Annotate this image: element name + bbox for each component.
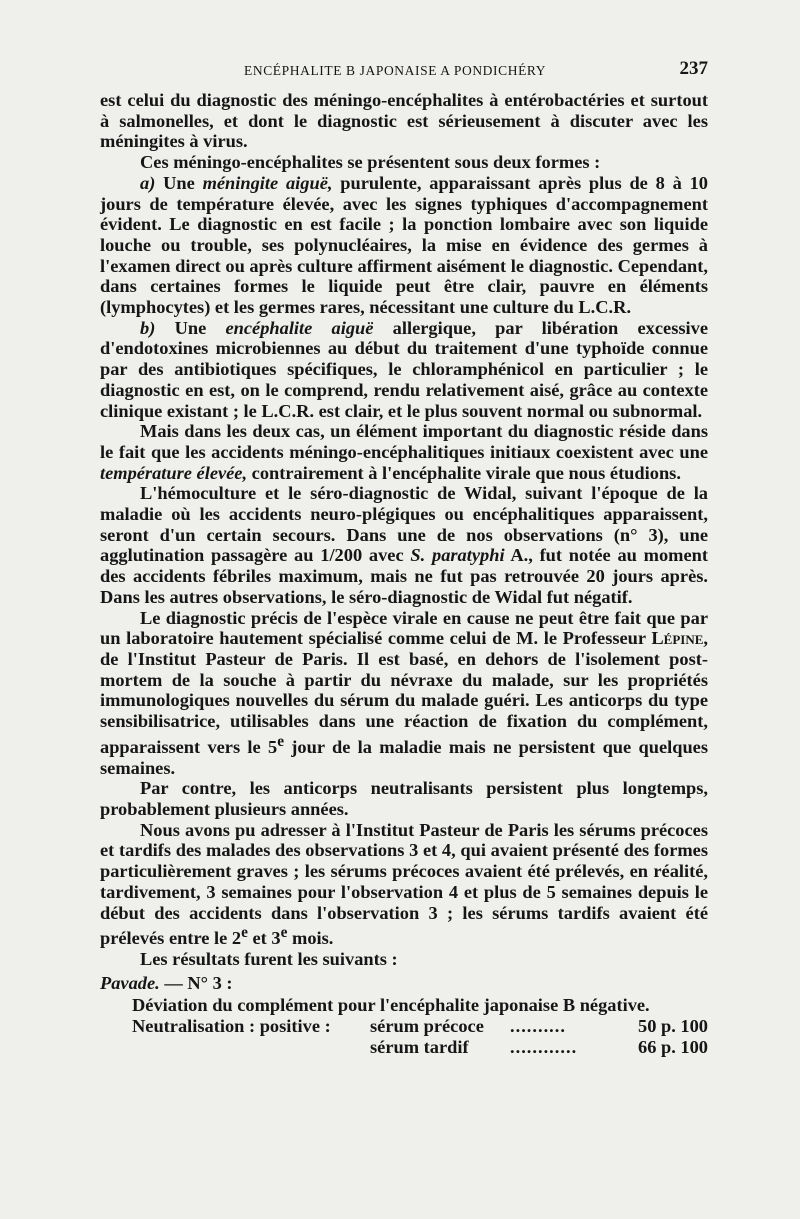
p7-name: Lépine [651,628,704,649]
paragraph-9 [100,820,708,949]
body-text [100,90,708,1058]
p7-sup: e [277,732,284,750]
p5-after: contrairement à l'encéphalite virale que nous étudions. [247,462,681,483]
p5-before: Mais dans les deux cas, un élément important du diagnostic réside dans le fait que les accidents méningo-encéphalitiques initiaux coexistent avec une [100,421,708,462]
result-value: 66 p. 100 [638,1036,708,1057]
case-name: Pavade. [100,972,160,993]
paragraph-2: Ces méningo-encéphalites se présentent sous deux formes : [140,152,601,173]
paragraph-5 [100,421,708,483]
p6-after: A., fut notée au moment des accidents fébriles maximum, mais ne fut pas retrouvée 20 jours après. Dans les autres observations, le séro-diagnostic de Widal fut négatif. [100,545,708,607]
result-label: sérum tardif [370,1036,469,1057]
form-a-text: purulente, apparaissant après plus de 8 à 10 jours de température élevée, avec les signes typhiques d'accompagnement évident. Le diagnostic en est facile ; la ponction lombaire avec son liquide louche ou trouble, ses polynucléaires, la mise en évidence des germes à l'examen direct ou après culture affirment aisément le diagnostic. Cependant, dans certaines formes le liquide peut être clair, pauvre en éléments (lymphocytes) et les germes rares, nécessitant une culture du L.C.R. [100,172,708,318]
paragraph-8: Par contre, les anticorps neutralisants persistent plus longtemps, probablement plusieurs années. [100,778,708,820]
p6-before: L'hémoculture et le séro-diagnostic de Widal, suivant l'époque de la maladie où les accidents neuro-plégiques ou encéphalitiques apparaissent, seront d'un certain secours. Dans une de nos observations (n° 3), une agglutination passagère au 1/200 avec [100,483,708,566]
neutralisation-lead: Neutralisation : positive : [132,1016,331,1037]
paragraph-1: est celui du diagnostic des méningo-encéphalites à entérobactéries et surtout à salmonelles, et dont le diagnostic est sérieusement à discuter avec les méningites à virus. [100,90,708,152]
case-sep: — [159,972,188,993]
p9-sup-2: e [280,924,288,942]
p7-before: Le diagnostic précis de l'espèce virale en cause ne peut être fait que par un laboratoire hautement spécialisé comme celui de M. le Professeur [100,607,708,649]
paragraph-form-a [100,173,708,318]
form-b-marker: b) [140,317,156,338]
page-header [100,60,708,86]
p9-sup-1: e [241,924,248,942]
result-row-tardif [100,1037,708,1058]
form-a-term: méningite aiguë, [202,172,333,193]
case-number: N° 3 : [187,972,233,993]
form-b-lead: Une [155,317,226,338]
p7-middle: , de l'Institut Pasteur de Paris. Il est basé, en dehors de l'isolement post-mortem de la souche à partir du névraxe du malade, sur les propriétés immunologiques nouvelles du sérum du malade guéri. Les anticorps du type sensibilisatrice, utilisables dans une réaction de fixation du complément, apparaissent vers le 5 [100,628,708,757]
p5-term: température élevée, [100,462,248,483]
p9-middle: et 3 [247,928,281,949]
paragraph-form-b [100,318,708,422]
form-a-marker: a) [140,172,156,193]
form-a-lead: Une [155,172,203,193]
p6-term: S. paratyphi [410,545,505,566]
result-row-precoce [100,1016,708,1037]
case-title [100,973,708,994]
form-b-term: encéphalite aiguë [225,317,374,338]
p9-before: Nous avons pu adresser à l'Institut Pasteur de Paris les sérums précoces et tardifs des malades des observations 3 et 4, qui avaient présenté des formes particulièrement graves ; les sérums précoces avaient été prélevés, en réalité, tardivement, 3 semaines pour l'observation 4 et plus de 5 semaines depuis le début des accidents dans l'observation 3 ; les sérums tardifs avaient été prélevés entre le 2 [100,819,708,949]
paragraph-10: Les résultats furent les suivants : [140,949,398,970]
running-head: ENCÉPHALITE B JAPONAISE A PONDICHÉRY [244,63,547,78]
p7-after: jour de la maladie mais ne persistent que quelques semaines. [100,736,708,778]
form-b-text: allergique, par libération excessive d'endotoxines microbiennes au début du traitement d'une typhoïde connue par des antibiotiques spécifiques, le chloramphénicol en particulier ; le diagnostic en est, on le comprend, rendu relativement aisé, grâce au contexte clinique existant ; le L.C.R. est clair, et le plus souvent normal ou subnormal. [100,317,708,421]
deviation-line: Déviation du complément pour l'encéphalite japonaise B négative. [132,995,650,1016]
leader-dots: .......... [510,1016,566,1037]
paragraph-7 [100,608,708,779]
result-value: 50 p. 100 [638,1016,708,1037]
result-label: sérum précoce [370,1016,484,1037]
p9-after: mois. [287,928,334,949]
paragraph-6 [100,483,708,607]
page-number: 237 [679,58,708,79]
leader-dots: ............ [510,1036,578,1057]
